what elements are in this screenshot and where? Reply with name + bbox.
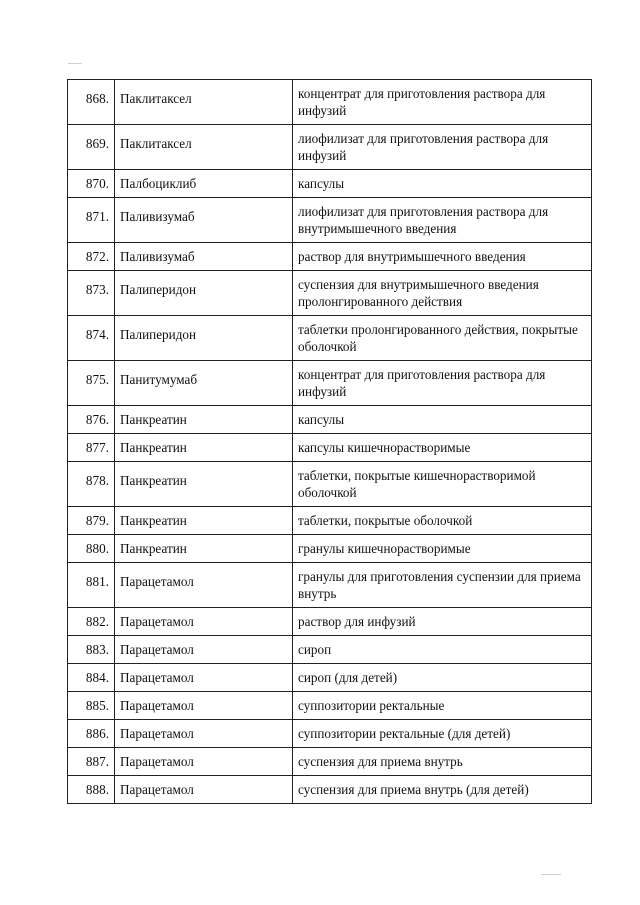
dosage-form-text: лиофилизат для приготовления раствора для внутримышечного введения xyxy=(298,204,549,236)
row-number-text: 868. xyxy=(85,90,109,106)
row-number-text: 874. xyxy=(85,326,109,342)
dosage-form-text: суппозитории ректальные xyxy=(298,698,445,713)
row-number-text: 888. xyxy=(85,782,109,797)
drug-name-text: Парацетамол xyxy=(120,726,194,741)
dosage-form-text: суспензия для внутримышечного введения пролонгированного действия xyxy=(298,277,539,309)
dosage-form-cell xyxy=(293,125,592,170)
row-number-text: 873. xyxy=(85,281,109,297)
row-number-cell xyxy=(68,720,115,748)
row-number-cell xyxy=(68,507,115,535)
dosage-form-cell xyxy=(293,406,592,434)
drug-name-cell xyxy=(115,507,293,535)
row-number-cell xyxy=(68,170,115,198)
table-row xyxy=(68,243,592,271)
drug-name-cell xyxy=(115,692,293,720)
table-row xyxy=(68,316,592,361)
dosage-form-text: сироп (для детей) xyxy=(298,670,398,685)
dosage-form-cell xyxy=(293,198,592,243)
table-row xyxy=(68,507,592,535)
row-number-cell xyxy=(68,271,115,316)
medicines-table xyxy=(67,79,592,804)
drug-name-text: Панкреатин xyxy=(120,472,187,488)
row-number-cell xyxy=(68,692,115,720)
drug-name-text: Парацетамол xyxy=(120,642,194,657)
dosage-form-text: суппозитории ректальные (для детей) xyxy=(298,726,511,741)
dosage-form-cell xyxy=(293,535,592,563)
drug-name-cell xyxy=(115,434,293,462)
row-number-text: 883. xyxy=(85,642,109,657)
dosage-form-cell xyxy=(293,563,592,608)
row-number-cell xyxy=(68,434,115,462)
dosage-form-text: лиофилизат для приготовления раствора для инфузий xyxy=(298,131,549,163)
table-row xyxy=(68,664,592,692)
row-number-cell xyxy=(68,608,115,636)
table-row xyxy=(68,406,592,434)
row-number-text: 881. xyxy=(85,573,109,589)
dosage-form-cell xyxy=(293,636,592,664)
row-number-cell xyxy=(68,748,115,776)
dosage-form-cell xyxy=(293,170,592,198)
dosage-form-cell xyxy=(293,720,592,748)
table-row xyxy=(68,535,592,563)
row-number-cell xyxy=(68,406,115,434)
row-number-text: 885. xyxy=(85,698,109,713)
dosage-form-text: таблетки пролонгированного действия, покрытые оболочкой xyxy=(298,322,578,354)
drug-name-text: Панкреатин xyxy=(120,541,187,556)
row-number-cell xyxy=(68,462,115,507)
dosage-form-text: таблетки, покрытые кишечнорастворимой оболочкой xyxy=(298,468,536,500)
dosage-form-cell xyxy=(293,316,592,361)
table-row xyxy=(68,125,592,170)
table-row xyxy=(68,170,592,198)
drug-name-text: Палиперидон xyxy=(120,281,197,297)
row-number-cell xyxy=(68,636,115,664)
dosage-form-text: сироп xyxy=(298,642,332,657)
drug-name-text: Палбоциклиб xyxy=(120,176,197,191)
row-number-text: 886. xyxy=(85,726,109,741)
dosage-form-text: таблетки, покрытые оболочкой xyxy=(298,513,473,528)
drug-name-cell xyxy=(115,80,293,125)
table-row xyxy=(68,462,592,507)
medicines-table-body xyxy=(68,80,592,804)
table-row xyxy=(68,776,592,804)
dosage-form-cell xyxy=(293,434,592,462)
row-number-text: 880. xyxy=(85,541,109,556)
drug-name-cell xyxy=(115,125,293,170)
row-number-text: 869. xyxy=(85,135,109,151)
drug-name-cell xyxy=(115,608,293,636)
drug-name-cell xyxy=(115,563,293,608)
drug-name-cell xyxy=(115,636,293,664)
drug-name-cell xyxy=(115,664,293,692)
drug-name-text: Панкреатин xyxy=(120,513,187,528)
drug-name-cell xyxy=(115,535,293,563)
row-number-cell xyxy=(68,535,115,563)
drug-name-cell xyxy=(115,776,293,804)
dosage-form-text: раствор для инфузий xyxy=(298,614,416,629)
dosage-form-text: суспензия для приема внутрь (для детей) xyxy=(298,782,529,797)
row-number-cell xyxy=(68,125,115,170)
row-number-cell xyxy=(68,80,115,125)
drug-name-cell xyxy=(115,361,293,406)
drug-name-text: Паклитаксел xyxy=(120,90,192,106)
row-number-cell xyxy=(68,198,115,243)
row-number-text: 884. xyxy=(85,670,109,685)
drug-name-cell xyxy=(115,462,293,507)
drug-name-cell xyxy=(115,316,293,361)
dosage-form-cell xyxy=(293,776,592,804)
drug-name-cell xyxy=(115,748,293,776)
scan-mark xyxy=(541,874,561,875)
row-number-text: 875. xyxy=(85,371,109,387)
drug-name-text: Панкреатин xyxy=(120,412,187,427)
drug-name-cell xyxy=(115,243,293,271)
table-row xyxy=(68,692,592,720)
scan-mark xyxy=(68,63,82,64)
dosage-form-cell xyxy=(293,608,592,636)
drug-name-cell xyxy=(115,406,293,434)
dosage-form-cell xyxy=(293,80,592,125)
dosage-form-text: концентрат для приготовления раствора для инфузий xyxy=(298,367,546,399)
dosage-form-cell xyxy=(293,692,592,720)
dosage-form-text: суспензия для приема внутрь xyxy=(298,754,463,769)
drug-name-text: Паклитаксел xyxy=(120,135,192,151)
drug-name-text: Палиперидон xyxy=(120,326,197,342)
drug-name-text: Парацетамол xyxy=(120,614,194,629)
drug-name-cell xyxy=(115,170,293,198)
dosage-form-text: раствор для внутримышечного введения xyxy=(298,249,526,264)
table-row xyxy=(68,563,592,608)
dosage-form-text: гранулы для приготовления суспензии для приема внутрь xyxy=(298,569,581,601)
row-number-text: 870. xyxy=(85,176,109,191)
row-number-text: 878. xyxy=(85,472,109,488)
drug-name-cell xyxy=(115,720,293,748)
table-row xyxy=(68,434,592,462)
dosage-form-cell xyxy=(293,748,592,776)
table-row xyxy=(68,361,592,406)
table-row xyxy=(68,198,592,243)
dosage-form-cell xyxy=(293,361,592,406)
dosage-form-text: капсулы кишечнорастворимые xyxy=(298,440,471,455)
drug-name-text: Парацетамол xyxy=(120,573,194,589)
dosage-form-cell xyxy=(293,243,592,271)
drug-name-cell xyxy=(115,198,293,243)
row-number-text: 871. xyxy=(85,208,109,224)
row-number-text: 872. xyxy=(85,249,109,264)
row-number-text: 887. xyxy=(85,754,109,769)
table-row xyxy=(68,80,592,125)
drug-name-text: Паливизумаб xyxy=(120,208,195,224)
table-row xyxy=(68,636,592,664)
row-number-text: 877. xyxy=(85,440,109,455)
drug-name-text: Панкреатин xyxy=(120,440,187,455)
row-number-text: 882. xyxy=(85,614,109,629)
row-number-cell xyxy=(68,361,115,406)
drug-name-text: Парацетамол xyxy=(120,754,194,769)
table-row xyxy=(68,608,592,636)
drug-name-cell xyxy=(115,271,293,316)
row-number-cell xyxy=(68,664,115,692)
table-row xyxy=(68,720,592,748)
row-number-cell xyxy=(68,316,115,361)
row-number-text: 876. xyxy=(85,412,109,427)
dosage-form-text: гранулы кишечнорастворимые xyxy=(298,541,471,556)
dosage-form-text: капсулы xyxy=(298,176,345,191)
dosage-form-cell xyxy=(293,462,592,507)
dosage-form-cell xyxy=(293,507,592,535)
table-row xyxy=(68,748,592,776)
drug-name-text: Парацетамол xyxy=(120,670,194,685)
drug-name-text: Парацетамол xyxy=(120,782,194,797)
dosage-form-cell xyxy=(293,664,592,692)
dosage-form-cell xyxy=(293,271,592,316)
row-number-cell xyxy=(68,243,115,271)
drug-name-text: Парацетамол xyxy=(120,698,194,713)
table-row xyxy=(68,271,592,316)
drug-name-text: Панитумумаб xyxy=(120,371,198,387)
row-number-cell xyxy=(68,776,115,804)
row-number-text: 879. xyxy=(85,513,109,528)
row-number-cell xyxy=(68,563,115,608)
dosage-form-text: концентрат для приготовления раствора для инфузий xyxy=(298,86,546,118)
drug-name-text: Паливизумаб xyxy=(120,249,195,264)
dosage-form-text: капсулы xyxy=(298,412,345,427)
